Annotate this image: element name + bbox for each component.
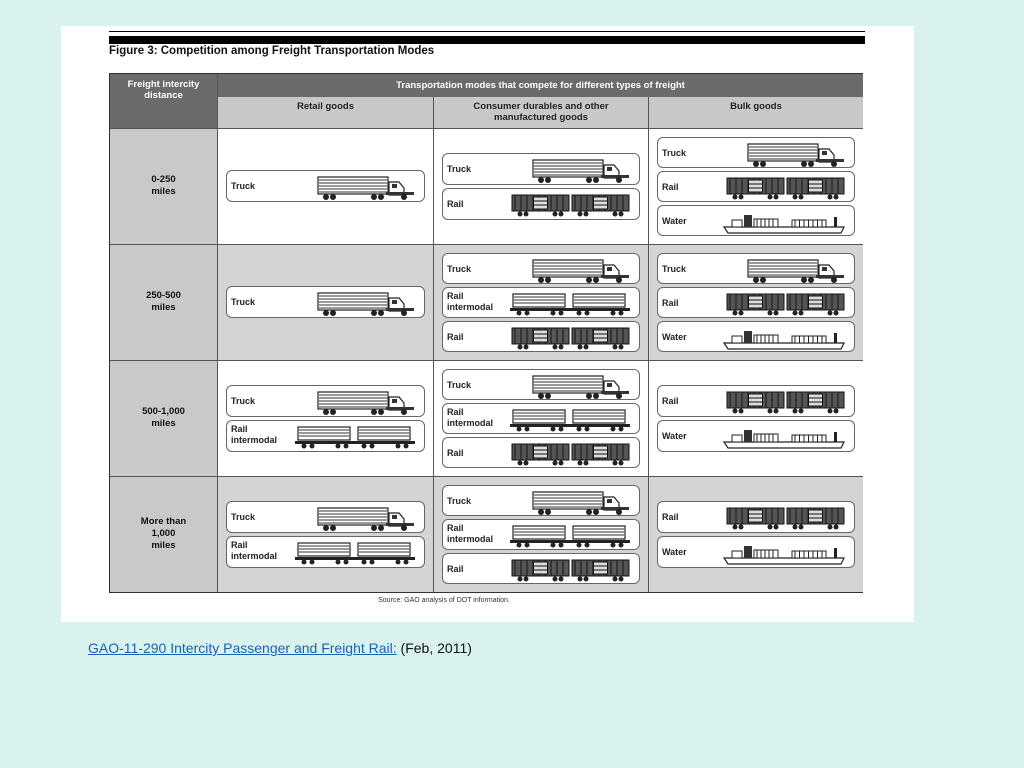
mode-box xyxy=(226,286,425,318)
mode-label: Truck xyxy=(447,264,472,274)
column-header: Consumer durables and other manufactured goods xyxy=(433,97,648,128)
mode-label: Rail xyxy=(662,298,679,308)
mode-label: Rail xyxy=(447,448,464,458)
mode-box xyxy=(657,536,855,568)
mode-label: Rail intermodal xyxy=(447,523,494,544)
boxcar-train-icon xyxy=(726,291,846,317)
mode-box xyxy=(442,437,640,468)
mode-box xyxy=(226,170,425,202)
mode-label: Water xyxy=(662,547,687,557)
mode-box xyxy=(442,287,640,318)
distance-cell: 500-1,000 miles xyxy=(110,360,217,476)
intermodal-flatcar-icon xyxy=(294,540,416,566)
mode-label: Rail xyxy=(662,182,679,192)
mode-box xyxy=(442,153,640,185)
column-header: Retail goods xyxy=(217,97,433,128)
mode-box xyxy=(657,137,855,168)
report-link[interactable]: GAO-11-290 Intercity Passenger and Freight Rail: xyxy=(88,640,397,656)
mode-label: Truck xyxy=(447,496,472,506)
mode-box xyxy=(657,385,855,417)
mode-label: Truck xyxy=(231,181,256,191)
truck-icon xyxy=(746,141,846,169)
mode-label: Rail xyxy=(662,396,679,406)
caption xyxy=(88,640,472,656)
mode-label: Truck xyxy=(231,297,256,307)
truck-icon xyxy=(746,257,846,285)
row-divider xyxy=(110,360,863,361)
mode-box xyxy=(657,253,855,284)
mode-label: Rail xyxy=(447,332,464,342)
intermodal-flatcar-icon xyxy=(509,407,631,433)
mode-box xyxy=(657,321,855,352)
mode-label: Water xyxy=(662,216,687,226)
report-date: (Feb, 2011) xyxy=(396,640,472,656)
mode-box xyxy=(442,188,640,220)
mode-label: Truck xyxy=(662,264,687,274)
distance-cell: More than 1,000 miles xyxy=(110,476,217,592)
distance-cell: 250-500 miles xyxy=(110,244,217,360)
figure-source: Source: GAO analysis of DOT information. xyxy=(378,597,510,604)
mode-box xyxy=(442,369,640,400)
mode-box xyxy=(226,385,425,417)
boxcar-train-icon xyxy=(726,505,846,531)
mode-box xyxy=(657,287,855,318)
title-rule-thin xyxy=(109,31,865,32)
figure-title: Figure 3: Competition among Freight Transportation Modes xyxy=(109,45,435,57)
mode-box xyxy=(442,403,640,434)
mode-label: Rail xyxy=(447,564,464,574)
boxcar-train-icon xyxy=(511,325,631,351)
mode-label: Rail intermodal xyxy=(231,540,278,561)
truck-icon xyxy=(531,489,631,517)
mode-label: Truck xyxy=(447,164,472,174)
mode-label: Rail intermodal xyxy=(447,407,494,428)
boxcar-train-icon xyxy=(726,389,846,415)
row-divider xyxy=(110,476,863,477)
boxcar-train-icon xyxy=(511,557,631,583)
truck-icon xyxy=(531,257,631,285)
column-divider xyxy=(217,97,218,592)
intermodal-flatcar-icon xyxy=(294,424,416,450)
mode-box xyxy=(657,501,855,533)
mode-label: Water xyxy=(662,332,687,342)
barge-ship-icon xyxy=(722,540,846,566)
mode-box xyxy=(442,519,640,550)
boxcar-train-icon xyxy=(511,192,631,218)
mode-box xyxy=(657,205,855,236)
span-header: Transportation modes that compete for different types of freight xyxy=(217,74,863,97)
distance-cell: 0-250 miles xyxy=(110,128,217,244)
mode-label: Water xyxy=(662,431,687,441)
boxcar-train-icon xyxy=(511,441,631,467)
intermodal-flatcar-icon xyxy=(509,291,631,317)
mode-box xyxy=(226,536,425,568)
mode-label: Rail xyxy=(447,199,464,209)
corner-header: Freight intercity distance xyxy=(110,74,217,128)
mode-box xyxy=(226,501,425,533)
barge-ship-icon xyxy=(722,424,846,450)
intermodal-flatcar-icon xyxy=(509,523,631,549)
column-divider xyxy=(648,97,649,592)
mode-box xyxy=(442,553,640,584)
mode-box xyxy=(226,420,425,452)
boxcar-train-icon xyxy=(726,175,846,201)
mode-label: Rail intermodal xyxy=(231,424,278,445)
title-rule-thick xyxy=(109,36,865,44)
mode-label: Truck xyxy=(662,148,687,158)
column-divider xyxy=(433,97,434,592)
truck-icon xyxy=(531,157,631,185)
truck-icon xyxy=(531,373,631,401)
truck-icon xyxy=(316,174,416,202)
mode-box xyxy=(657,420,855,452)
mode-box xyxy=(442,253,640,284)
mode-label: Truck xyxy=(447,380,472,390)
column-header: Bulk goods xyxy=(648,97,863,128)
mode-box xyxy=(442,321,640,352)
barge-ship-icon xyxy=(722,209,846,235)
mode-label: Truck xyxy=(231,396,256,406)
mode-box xyxy=(442,485,640,516)
mode-label: Rail intermodal xyxy=(447,291,494,312)
barge-ship-icon xyxy=(722,325,846,351)
truck-icon xyxy=(316,389,416,417)
header-divider xyxy=(110,128,863,129)
row-divider xyxy=(110,244,863,245)
truck-icon xyxy=(316,290,416,318)
mode-label: Truck xyxy=(231,512,256,522)
mode-box xyxy=(657,171,855,202)
mode-label: Rail xyxy=(662,512,679,522)
truck-icon xyxy=(316,505,416,533)
freight-modes-table xyxy=(109,73,863,593)
